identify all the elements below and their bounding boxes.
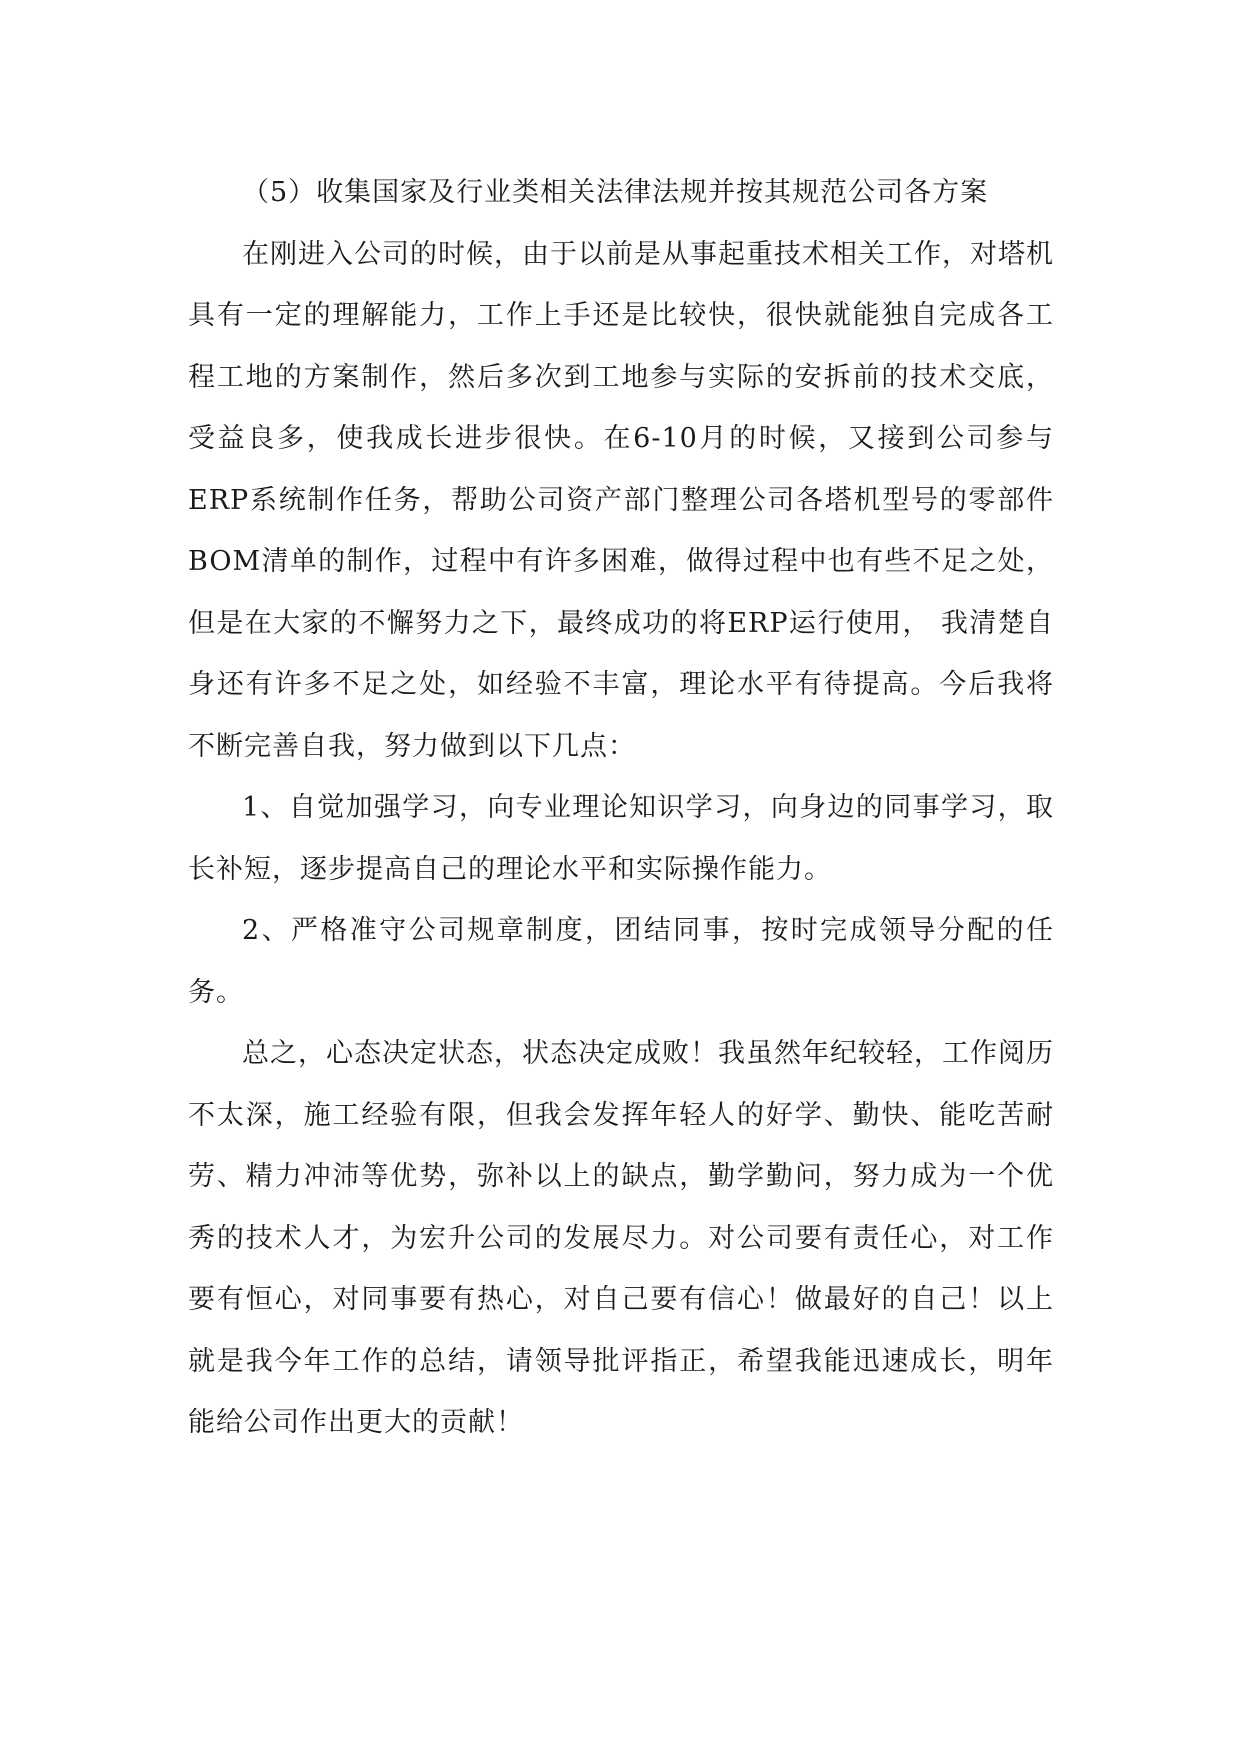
list-item-1: 1、自觉加强学习，向专业理论知识学习，向身边的同事学习，取长补短，逐步提高自己的理论水平和实际操作能力。	[188, 792, 1054, 885]
document-body	[188, 162, 1054, 1454]
body-paragraph-intro: 在刚进入公司的时候，由于以前是从事起重技术相关工作，对塔机具有一定的理解能力，工作上手还是比较快，很快就能独自完成各工程工地的方案制作，然后多次到工地参与实际的安拆前的技术交底，受益良多，使我成长进步很快。在6-10月的时候，又接到公司参与ERP系统制作任务，帮助公司资产部门整理公司各塔机型号的零部件BOM清单的制作，过程中有许多困难，做得过程中也有些不足之处，但是在大家的不懈努力之下，最终成功的将ERP运行使用， 我清楚自身还有许多不足之处，如经验不丰富，理论水平有待提高。今后我将不断完善自我，努力做到以下几点：	[188, 238, 1054, 762]
list-item-2: 2、严格准守公司规章制度，团结同事，按时完成领导分配的任务。	[188, 915, 1054, 1008]
body-paragraph-conclusion: 总之，心态决定状态，状态决定成败！我虽然年纪较轻，工作阅历不太深，施工经验有限，但我会发挥年轻人的好学、勤快、能吃苦耐劳、精力冲沛等优势，弥补以上的缺点，勤学勤问，努力成为一个优秀的技术人才，为宏升公司的发展尽力。对公司要有责任心，对工作要有恒心，对同事要有热心，对自己要有信心！做最好的自己！以上就是我今年工作的总结，请领导批评指正，希望我能迅速成长，明年能给公司作出更大的贡献！	[188, 1038, 1054, 1438]
section-item-5: （5）收集国家及行业类相关法律法规并按其规范公司各方案	[242, 177, 989, 208]
